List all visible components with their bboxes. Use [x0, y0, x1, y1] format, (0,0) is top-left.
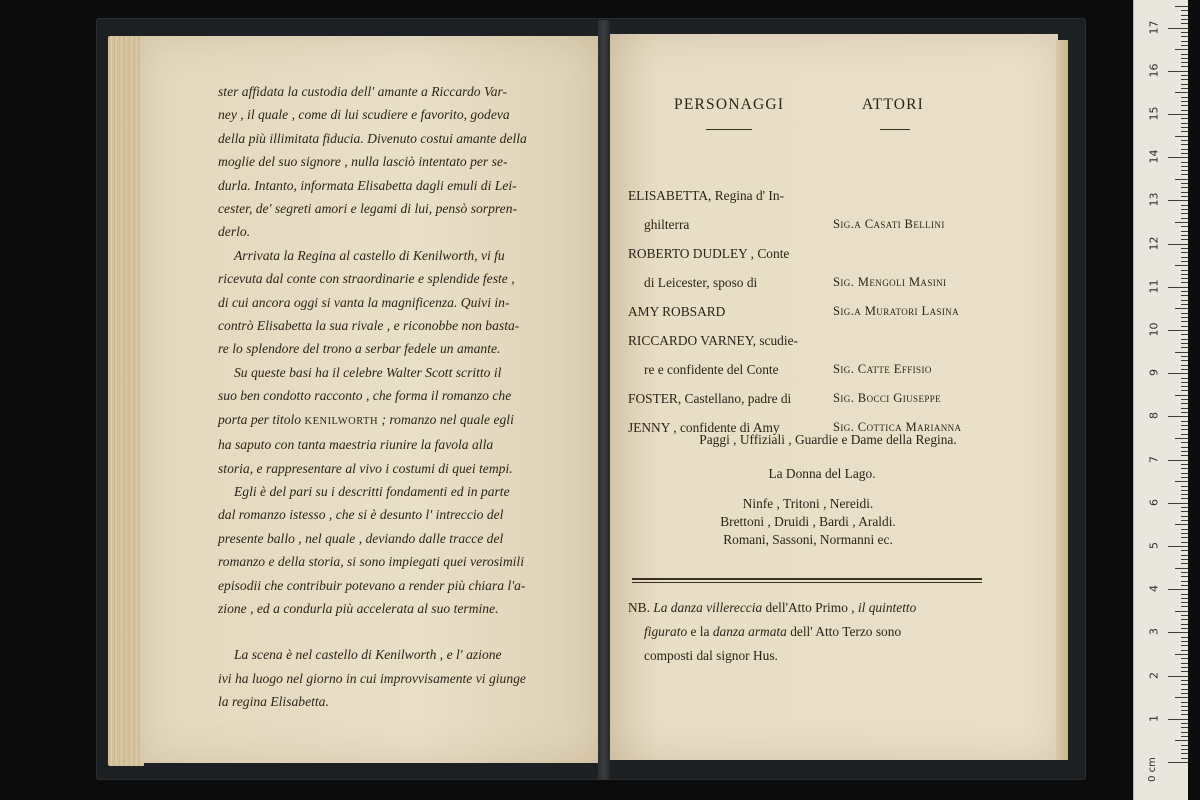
- ruler-tick: [1175, 740, 1188, 741]
- ruler-tick: [1181, 321, 1188, 322]
- ruler-tick: [1181, 434, 1188, 435]
- ruler-tick: [1175, 481, 1188, 482]
- ruler-tick: [1181, 209, 1188, 210]
- ruler-tick: [1181, 144, 1188, 145]
- ruler-tick: [1181, 84, 1188, 85]
- measurement-ruler: [1133, 0, 1188, 800]
- ruler-tick: [1181, 317, 1188, 318]
- extras-line: Paggi , Uffiziali , Guardie e Dame della Regina.: [699, 432, 957, 447]
- extras-line: Brettoni , Druidi , Bardi , Araldi.: [720, 514, 896, 529]
- ruler-number: 1: [1147, 714, 1161, 722]
- text-line: [218, 408, 580, 433]
- ruler-tick: [1181, 347, 1188, 348]
- ruler-tick: [1181, 282, 1188, 283]
- role-desc: di Leicester, sposo di: [644, 275, 758, 290]
- ruler-tick: [1181, 749, 1188, 750]
- ruler-tick: [1181, 650, 1188, 651]
- ruler-tick: [1175, 265, 1188, 266]
- ruler-tick: [1181, 516, 1188, 517]
- bleed-through-text: [218, 612, 578, 635]
- ruler-tick: [1168, 330, 1188, 331]
- ruler-tick: [1181, 58, 1188, 59]
- ruler-number: 8: [1147, 412, 1161, 420]
- text-line: Su queste basi ha il celebre Walter Scott scritto il: [234, 364, 502, 380]
- text-line: di cui ancora oggi si vanta la magnificenza. Quivi in-: [218, 294, 510, 310]
- header-dash-left: [706, 129, 752, 130]
- ruler-tick: [1168, 373, 1188, 374]
- ruler-tick: [1181, 23, 1188, 24]
- ruler-tick: [1181, 226, 1188, 227]
- nb-line: composti dal signor Hus.: [644, 648, 778, 663]
- closing-line: La scena è nel castello di Kenilworth , e l' azione: [234, 647, 502, 663]
- ruler-tick: [1181, 205, 1188, 206]
- ruler-tick: [1181, 753, 1188, 754]
- ruler-tick: [1181, 339, 1188, 340]
- ruler-tick: [1175, 697, 1188, 698]
- ruler-tick: [1181, 149, 1188, 150]
- ruler-tick: [1181, 174, 1188, 175]
- nb-line: [628, 596, 1028, 620]
- nb-italic: La danza villereccia: [653, 600, 763, 615]
- ruler-number: 3: [1147, 628, 1161, 636]
- ruler-tick: [1181, 257, 1188, 258]
- ruler-tick: [1168, 28, 1188, 29]
- ruler-tick: [1181, 520, 1188, 521]
- nb-italic: il quintetto: [857, 600, 917, 615]
- ruler-tick: [1181, 382, 1188, 383]
- ruler-number: 15: [1147, 106, 1161, 121]
- ruler-tick: [1181, 576, 1188, 577]
- ruler-tick: [1181, 270, 1188, 271]
- ruler-tick: [1181, 403, 1188, 404]
- ruler-tick: [1181, 736, 1188, 737]
- nb-text: dell'Atto Primo ,: [762, 600, 858, 615]
- ruler-tick: [1168, 200, 1188, 201]
- ruler-tick: [1181, 36, 1188, 37]
- ruler-number: 4: [1147, 585, 1161, 593]
- ruler-tick: [1181, 723, 1188, 724]
- ruler-tick: [1181, 507, 1188, 508]
- ruler-tick: [1175, 92, 1188, 93]
- ruler-tick: [1168, 503, 1188, 504]
- cast-row: [628, 210, 1038, 239]
- ruler-tick: [1181, 300, 1188, 301]
- ruler-tick: [1181, 153, 1188, 154]
- text-line: storia, e rappresentare al vivo i costumi di quei tempi.: [218, 460, 513, 476]
- ruler-tick: [1181, 110, 1188, 111]
- ruler-tick: [1181, 131, 1188, 132]
- ruler-tick: [1181, 213, 1188, 214]
- closing-line: ivi ha luogo nel giorno in cui improvvisamente vi giunge: [218, 670, 526, 686]
- cast-row: [628, 355, 1038, 384]
- ruler-number: 11: [1147, 279, 1161, 294]
- ruler-tick: [1181, 624, 1188, 625]
- text-line: ster affidata la custodia dell' amante a Riccardo Var-: [218, 84, 508, 99]
- ruler-tick: [1175, 654, 1188, 655]
- ruler-tick: [1175, 136, 1188, 137]
- ruler-tick: [1181, 689, 1188, 690]
- ruler-tick: [1181, 706, 1188, 707]
- ruler-tick: [1181, 334, 1188, 335]
- ruler-tick: [1181, 702, 1188, 703]
- ruler-number: 12: [1147, 236, 1161, 251]
- header-dash-right: [880, 129, 910, 130]
- ruler-tick: [1168, 157, 1188, 158]
- header-personaggi: PERSONAGGI: [674, 96, 785, 113]
- cast-row: [628, 268, 1038, 297]
- ruler-tick: [1181, 10, 1188, 11]
- role-name: AMY ROBSARD: [628, 304, 726, 319]
- ruler-tick: [1181, 563, 1188, 564]
- ruler-tick: [1175, 611, 1188, 612]
- right-page-edge: [1056, 40, 1068, 760]
- actor-name: Sig. Cottica Marianna: [833, 420, 962, 434]
- ruler-tick: [1181, 313, 1188, 314]
- text-line: ricevuta dal conte con straordinarie e splendide feste ,: [218, 271, 515, 287]
- text-fragment: porta per titolo: [218, 411, 302, 427]
- ruler-tick: [1181, 511, 1188, 512]
- ruler-tick: [1181, 360, 1188, 361]
- ruler-number: 17: [1147, 20, 1161, 35]
- ruler-tick: [1181, 75, 1188, 76]
- role-name: FOSTER, Castellano, padre di: [628, 391, 792, 406]
- ruler-tick: [1181, 619, 1188, 620]
- book-gutter: [598, 20, 610, 780]
- extras-line: La Donna del Lago.: [768, 466, 876, 481]
- ruler-number: 7: [1147, 455, 1161, 463]
- ruler-tick: [1181, 581, 1188, 582]
- ruler-tick: [1181, 693, 1188, 694]
- nb-italic: danza armata: [712, 624, 787, 639]
- ruler-number: 9: [1147, 369, 1161, 377]
- ruler-tick: [1181, 97, 1188, 98]
- ruler-tick: [1175, 524, 1188, 525]
- cast-row: [628, 384, 1038, 413]
- ruler-tick: [1168, 546, 1188, 547]
- ruler-tick: [1181, 248, 1188, 249]
- ruler-tick: [1181, 54, 1188, 55]
- text-line: cester, de' segreti amori e legami di lui, pensò sorpren-: [218, 201, 518, 217]
- header-attori: ATTORI: [862, 96, 925, 113]
- ruler-tick: [1181, 559, 1188, 560]
- ruler-tick: [1181, 684, 1188, 685]
- ruler-tick: [1168, 71, 1188, 72]
- ruler-tick: [1181, 19, 1188, 20]
- text-line: episodii che contribuir potevano a render più chiara l'a-: [218, 577, 526, 593]
- ruler-tick: [1181, 412, 1188, 413]
- ruler-tick: [1181, 663, 1188, 664]
- double-rule-top: [632, 578, 982, 580]
- ruler-tick: [1181, 118, 1188, 119]
- ruler-tick: [1181, 594, 1188, 595]
- ruler-tick: [1181, 598, 1188, 599]
- actor-name: Sig. Bocci Giuseppe: [833, 391, 942, 405]
- text-line: re lo splendore del trono a serbar fedele un amante.: [218, 341, 501, 357]
- ruler-number: 10: [1147, 322, 1161, 337]
- extras-line: Ninfe , Tritoni , Nereidi.: [742, 496, 874, 511]
- ruler-tick: [1181, 62, 1188, 63]
- ruler-tick: [1181, 537, 1188, 538]
- ruler-tick: [1181, 183, 1188, 184]
- text-line: Arrivata la Regina al castello di Kenilworth, vi fu: [234, 247, 505, 263]
- ruler-tick: [1181, 615, 1188, 616]
- role-name: RICCARDO VARNEY, scudie-: [628, 333, 799, 348]
- ruler-tick: [1168, 719, 1188, 720]
- ruler-tick: [1181, 261, 1188, 262]
- text-line: Egli è del pari su i descritti fondamenti ed in parte: [234, 483, 510, 499]
- nb-text: dell' Atto Terzo sono: [786, 624, 902, 639]
- ruler-tick: [1168, 114, 1188, 115]
- ruler-tick: [1181, 680, 1188, 681]
- ruler-tick: [1181, 585, 1188, 586]
- cast-row: [628, 181, 1038, 210]
- text-line: durla. Intanto, informata Elisabetta dagli emuli di Lei-: [218, 177, 517, 193]
- ruler-tick: [1181, 714, 1188, 715]
- ruler-tick: [1168, 416, 1188, 417]
- nb-text: e la: [687, 624, 713, 639]
- ruler-tick: [1181, 356, 1188, 357]
- text-line: ney , il quale , come di lui scudiere e favorito, godeva: [218, 107, 510, 123]
- ruler-tick: [1168, 589, 1188, 590]
- ruler-tick: [1175, 49, 1188, 50]
- actor-name: Sig.a Muratori Lasina: [833, 304, 960, 318]
- role-name: ELISABETTA, Regina d' In-: [628, 188, 785, 203]
- ruler-tick: [1181, 628, 1188, 629]
- ruler-tick: [1181, 218, 1188, 219]
- ruler-tick: [1181, 88, 1188, 89]
- ruler-tick: [1181, 127, 1188, 128]
- ruler-tick: [1181, 468, 1188, 469]
- ruler-tick: [1181, 727, 1188, 728]
- ruler-tick: [1181, 425, 1188, 426]
- ruler-tick: [1181, 101, 1188, 102]
- ruler-tick: [1181, 602, 1188, 603]
- ruler-tick: [1181, 304, 1188, 305]
- ruler-tick: [1175, 6, 1188, 7]
- ruler-tick: [1181, 166, 1188, 167]
- ruler-tick: [1181, 421, 1188, 422]
- ruler-tick: [1181, 41, 1188, 42]
- ruler-tick: [1181, 447, 1188, 448]
- ruler-tick: [1175, 308, 1188, 309]
- closing-line: la regina Elisabetta.: [218, 694, 329, 710]
- ruler-tick: [1181, 170, 1188, 171]
- ruler-tick: [1181, 494, 1188, 495]
- text-line: contrò Elisabetta la sua rivale , e riconobbe non basta-: [218, 318, 520, 334]
- ruler-tick: [1175, 222, 1188, 223]
- ruler-tick: [1181, 758, 1188, 759]
- nb-line: [628, 620, 1028, 644]
- ruler-tick: [1181, 667, 1188, 668]
- ruler-tick: [1181, 429, 1188, 430]
- ruler-tick: [1168, 762, 1188, 763]
- ruler-tick: [1168, 287, 1188, 288]
- ruler-tick: [1181, 378, 1188, 379]
- ruler-tick: [1181, 473, 1188, 474]
- ruler-tick: [1181, 369, 1188, 370]
- text-line: romanzo e della storia, si sono impiegati quei verosimili: [218, 554, 524, 570]
- ruler-tick: [1181, 542, 1188, 543]
- cast-row: [628, 326, 1038, 355]
- ruler-tick: [1181, 343, 1188, 344]
- ruler-tick: [1181, 451, 1188, 452]
- ruler-tick: [1181, 637, 1188, 638]
- text-line: presente ballo , nel quale , deviando dalle tracce del: [218, 530, 504, 546]
- ruler-tick: [1181, 671, 1188, 672]
- ruler-tick: [1175, 352, 1188, 353]
- ruler-tick: [1168, 244, 1188, 245]
- ruler-tick: [1181, 274, 1188, 275]
- ruler-tick: [1175, 179, 1188, 180]
- extras-line: Romani, Sassoni, Normanni ec.: [723, 532, 893, 547]
- ruler-tick: [1181, 123, 1188, 124]
- text-line: ha saputo con tanta maestria riunire la favola alla: [218, 437, 494, 453]
- ruler-tick: [1181, 162, 1188, 163]
- ruler-tick: [1181, 658, 1188, 659]
- ruler-tick: [1181, 442, 1188, 443]
- ruler-tick: [1181, 252, 1188, 253]
- ruler-tick: [1168, 676, 1188, 677]
- page-edges: [108, 36, 144, 766]
- ruler-tick: [1175, 438, 1188, 439]
- ruler-tick: [1181, 645, 1188, 646]
- ruler-tick: [1181, 278, 1188, 279]
- ruler-tick: [1181, 235, 1188, 236]
- ruler-tick: [1181, 732, 1188, 733]
- nota-bene: [628, 596, 1028, 668]
- ruler-tick: [1181, 66, 1188, 67]
- ruler-number: 6: [1147, 498, 1161, 506]
- ruler-tick: [1181, 464, 1188, 465]
- nb-italic: figurato: [644, 624, 688, 639]
- ruler-tick: [1181, 295, 1188, 296]
- ruler-tick: [1181, 239, 1188, 240]
- ruler-tick: [1181, 710, 1188, 711]
- text-line: moglie del suo signore , nulla lasciò intentato per se-: [218, 154, 508, 170]
- cast-row: [628, 239, 1038, 268]
- double-rule-bottom: [632, 582, 982, 583]
- title-kenilworth: KENILWORTH: [304, 415, 379, 427]
- ruler-number: 2: [1147, 671, 1161, 679]
- ruler-tick: [1181, 745, 1188, 746]
- text-line: zione , ed a condurla più accelerata al suo termine.: [218, 600, 499, 616]
- text-line: della più illimitata fiducia. Divenuto costui amante della: [218, 130, 527, 146]
- ruler-tick: [1168, 460, 1188, 461]
- ruler-tick: [1168, 632, 1188, 633]
- role-name: JENNY , confidente di Amy: [628, 420, 780, 435]
- ruler-tick: [1181, 529, 1188, 530]
- ruler-tick: [1181, 498, 1188, 499]
- cast-row: [628, 297, 1038, 326]
- ruler-tick: [1181, 291, 1188, 292]
- ruler-number: 16: [1147, 63, 1161, 78]
- ruler-tick: [1181, 15, 1188, 16]
- ruler-tick: [1181, 365, 1188, 366]
- ruler-tick: [1181, 606, 1188, 607]
- ruler-tick: [1181, 550, 1188, 551]
- actor-name: Sig.a Casati Bellini: [833, 217, 945, 231]
- ruler-tick: [1181, 105, 1188, 106]
- role-name: ROBERTO DUDLEY , Conte: [628, 246, 790, 261]
- ruler-tick: [1181, 486, 1188, 487]
- ruler-tick: [1181, 231, 1188, 232]
- text-fragment: ; romanzo nel quale egli: [381, 411, 514, 427]
- ruler-tick: [1175, 568, 1188, 569]
- ruler-tick: [1181, 390, 1188, 391]
- ruler-tick: [1181, 45, 1188, 46]
- ruler-tick: [1181, 192, 1188, 193]
- ruler-number: 5: [1147, 542, 1161, 549]
- ruler-number: 14: [1147, 149, 1161, 164]
- text-line: derlo.: [218, 224, 251, 240]
- ruler-tick: [1181, 455, 1188, 456]
- ruler-tick: [1181, 140, 1188, 141]
- ruler-tick: [1181, 32, 1188, 33]
- ruler-tick: [1181, 477, 1188, 478]
- ruler-tick: [1181, 399, 1188, 400]
- role-desc: re e confidente del Conte: [644, 362, 779, 377]
- ruler-tick: [1175, 395, 1188, 396]
- ruler-number: 13: [1147, 192, 1161, 207]
- ruler-unit: 0 cm: [1146, 757, 1158, 782]
- role-desc: ghilterra: [644, 217, 690, 232]
- ruler-tick: [1181, 326, 1188, 327]
- ruler-tick: [1181, 490, 1188, 491]
- ruler-tick: [1181, 408, 1188, 409]
- text-line: dal romanzo istesso , che si è desunto l' intreccio del: [218, 507, 504, 523]
- ruler-tick: [1181, 196, 1188, 197]
- text-line: suo ben condotto racconto , che forma il romanzo che: [218, 388, 512, 404]
- ruler-tick: [1181, 79, 1188, 80]
- ruler-tick: [1181, 533, 1188, 534]
- ruler-tick: [1181, 386, 1188, 387]
- actor-name: Sig. Catte Effisio: [833, 362, 932, 376]
- ruler-tick: [1181, 187, 1188, 188]
- cast-list: [628, 181, 1038, 442]
- ruler-tick: [1181, 572, 1188, 573]
- ruler-tick: [1181, 641, 1188, 642]
- nb-prefix: NB.: [628, 600, 650, 615]
- ruler-tick: [1181, 555, 1188, 556]
- actor-name: Sig. Mengoli Masini: [833, 275, 947, 289]
